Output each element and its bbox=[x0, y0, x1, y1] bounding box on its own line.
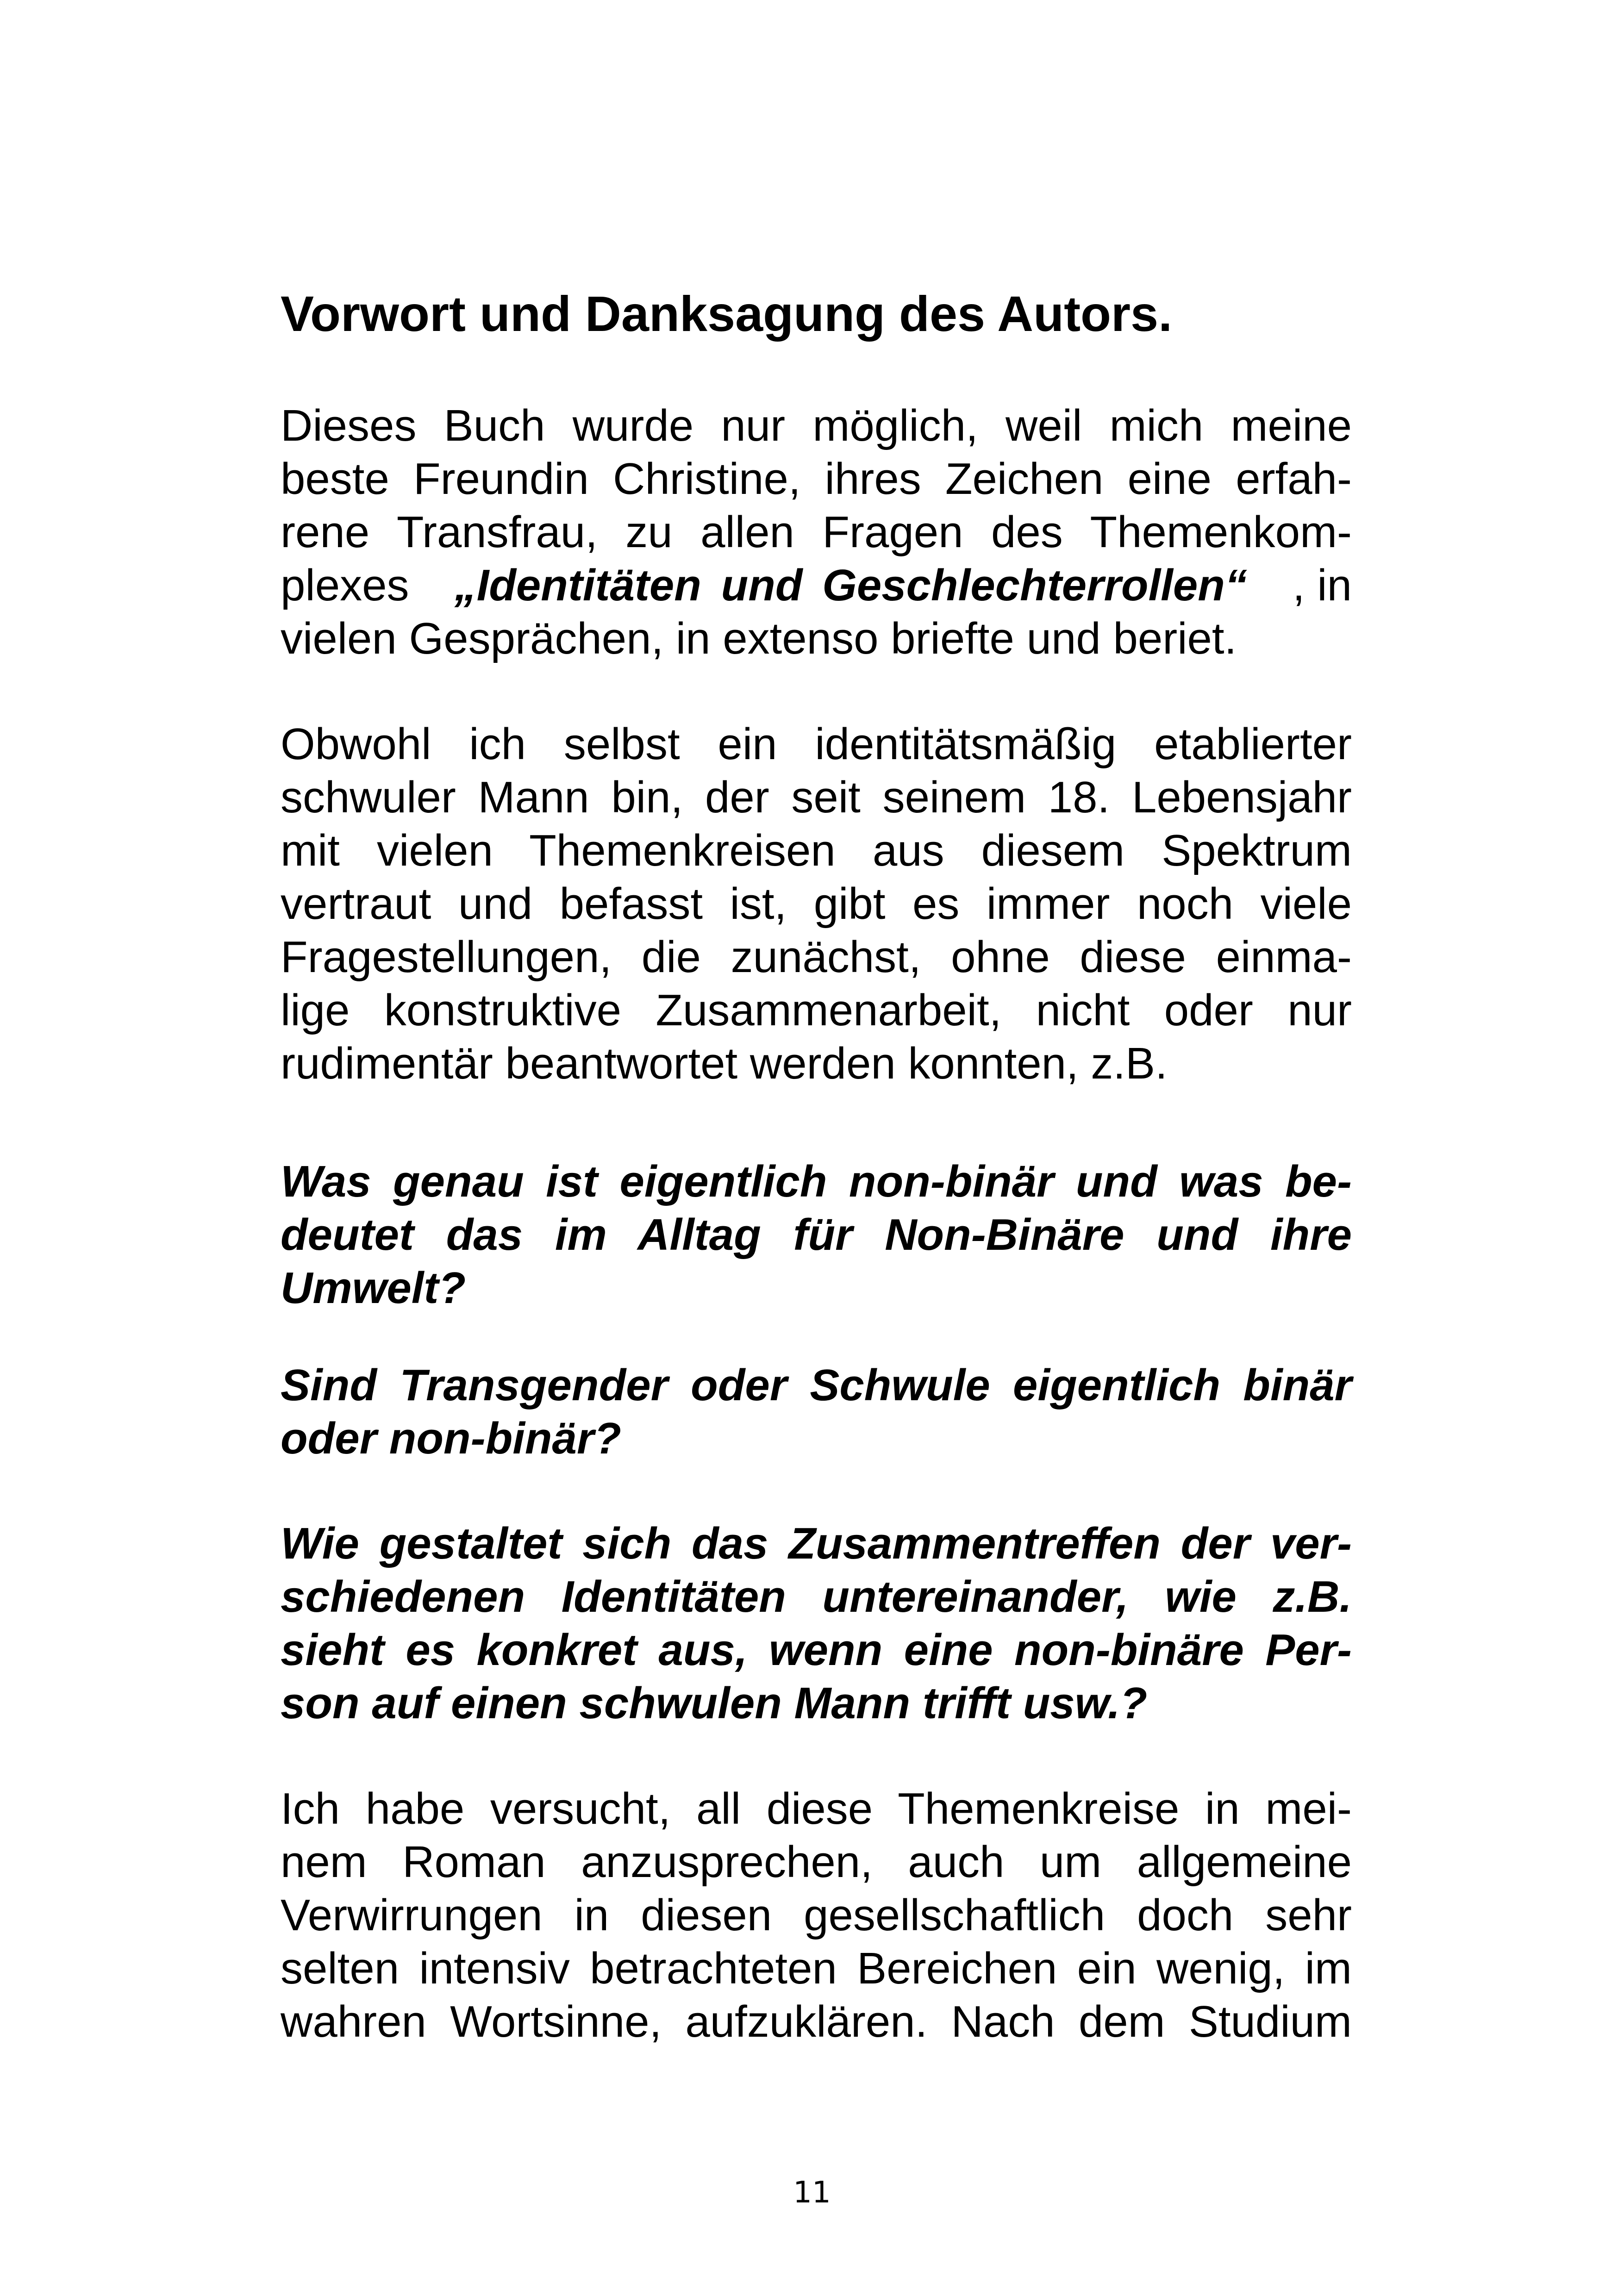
text-line: Obwohl ich selbst ein identitätsmäßig etablierter bbox=[281, 719, 1352, 769]
text-line: Ich habe versucht, all diese Themenkreise in mei- bbox=[281, 1784, 1352, 1834]
text-line: mit vielen Themenkreisen aus diesem Spektrum bbox=[281, 826, 1352, 875]
text-line bbox=[281, 559, 1352, 612]
text-line: schiedenen Identitäten untereinander, wie z.B. bbox=[281, 1572, 1352, 1621]
text-line: Was genau ist eigentlich non-binär und was be- bbox=[281, 1157, 1352, 1206]
text-segment: plexes bbox=[281, 561, 409, 610]
text-line: Umwelt? bbox=[281, 1263, 466, 1313]
text-line: nem Roman anzusprechen, auch um allgemeine bbox=[281, 1837, 1352, 1887]
text-line: schwuler Mann bin, der seit seinem 18. Lebensjahr bbox=[281, 773, 1352, 822]
paragraph-background bbox=[281, 717, 1352, 1090]
text-line: sieht es konkret aus, wenn eine non-binäre Per- bbox=[281, 1625, 1352, 1675]
question-2 bbox=[281, 1359, 1352, 1465]
text-line: Sind Transgender oder Schwule eigentlich binär bbox=[281, 1360, 1352, 1410]
text-line: wahren Wortsinne, aufzuklären. Nach dem Studium bbox=[281, 1997, 1352, 2046]
page-title: Vorwort und Danksagung des Autors. bbox=[281, 286, 1173, 342]
text-line: Wie gestaltet sich das Zusammentreffen der ver- bbox=[281, 1519, 1352, 1568]
text-line: vertraut und befasst ist, gibt es immer noch viele bbox=[281, 879, 1352, 929]
text-line: Dieses Buch wurde nur möglich, weil mich meine bbox=[281, 401, 1352, 450]
question-1 bbox=[281, 1155, 1352, 1315]
text-segment: , in bbox=[1292, 561, 1352, 610]
question-3 bbox=[281, 1517, 1352, 1730]
text-line: son auf einen schwulen Mann trifft usw.? bbox=[281, 1678, 1148, 1728]
text-line: rudimentär beantwortet werden konnten, z.B. bbox=[281, 1039, 1168, 1088]
emphasized-title: „Identitäten und Geschlechterrollen“ bbox=[454, 561, 1247, 610]
text-line: rene Transfrau, zu allen Fragen des Themenkom- bbox=[281, 507, 1352, 557]
text-line: Verwirrungen in diesen gesellschaftlich doch sehr bbox=[281, 1890, 1352, 1940]
text-line: vielen Gesprächen, in extenso briefte und beriet. bbox=[281, 614, 1237, 663]
paragraph-intro bbox=[281, 399, 1352, 665]
text-line: selten intensiv betrachteten Bereichen ein wenig, im bbox=[281, 1944, 1352, 1993]
text-line: deutet das im Alltag für Non-Binäre und ihre bbox=[281, 1210, 1352, 1260]
text-line: lige konstruktive Zusammenarbeit, nicht oder nur bbox=[281, 985, 1352, 1035]
paragraph-closing bbox=[281, 1782, 1352, 2048]
page-number: 11 bbox=[793, 2176, 831, 2210]
text-line: oder non-binär? bbox=[281, 1414, 621, 1463]
text-line: Fragestellungen, die zunächst, ohne diese einma- bbox=[281, 932, 1352, 982]
text-line: beste Freundin Christine, ihres Zeichen eine erfah- bbox=[281, 454, 1352, 504]
